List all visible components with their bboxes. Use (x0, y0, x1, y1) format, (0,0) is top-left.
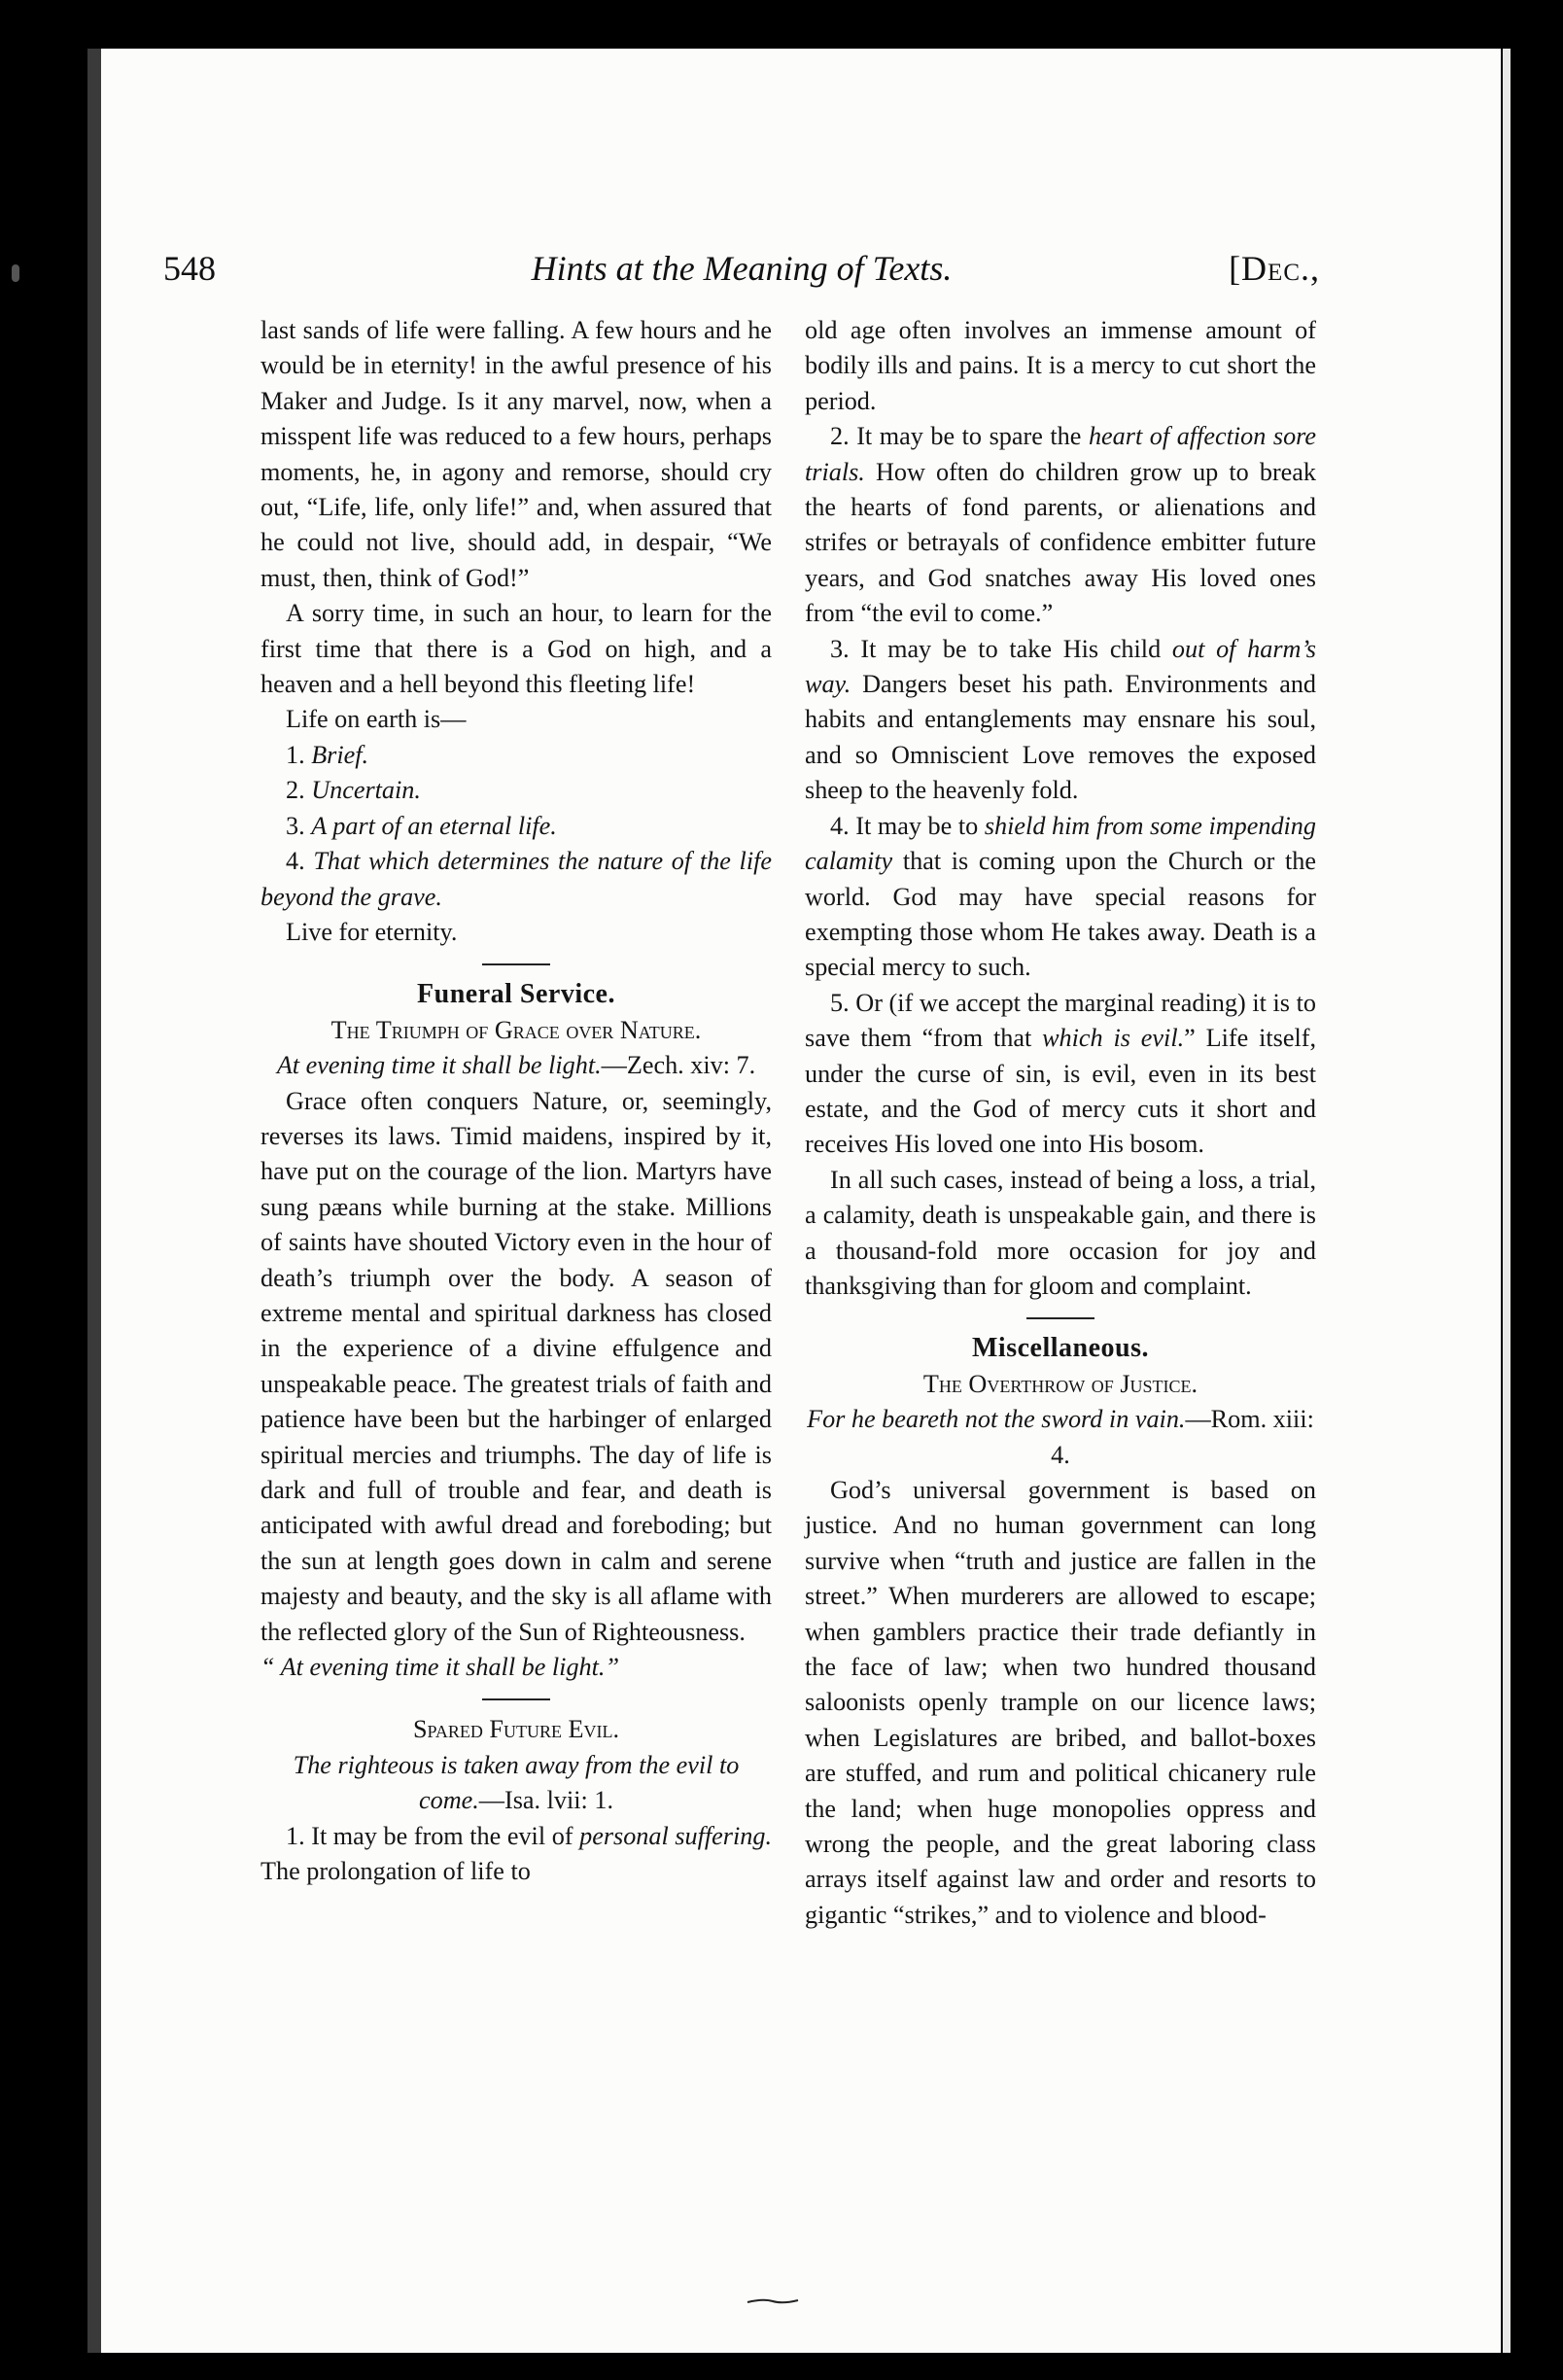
running-header (163, 248, 1320, 297)
bottom-ink-mark (744, 2287, 802, 2296)
section-rule (482, 1698, 550, 1700)
paragraph: 5. Or (if we accept the marginal reading) it is to save them “from that which is evil.” Life itself, under the curse of sin, is evil, even in its best estate, and the God of mercy cuts it short and receives His loved one into His bosom. (805, 988, 1316, 1159)
paragraph: old age often involves an immense amount of bodily ills and pains. It is a mercy to cut short the period. (805, 316, 1316, 415)
section-heading: Funeral Service. (417, 979, 615, 1010)
scripture-text: At evening time it shall be light.—Zech. xiv: 7. (276, 1051, 756, 1080)
list-item: 1. Brief. (286, 740, 369, 769)
paragraph: 3. It may be to take His child out of harm’s way. Dangers beset his path. Environments and habits and entanglements may ensnare his soul, and so Omniscient Love removes the exposed sheep to the heavenly fold. (805, 634, 1317, 805)
running-title: Hints at the Meaning of Texts. (531, 249, 953, 288)
section-subheading: The Triumph of Grace over Nature. (330, 1015, 702, 1044)
right-column (805, 313, 1316, 1933)
next-page-edge (1503, 49, 1511, 2353)
left-column (260, 313, 772, 1889)
section-heading: Miscellaneous. (972, 1333, 1149, 1364)
scripture-text: For he beareth not the sword in vain.—Rom. xiii: 4. (807, 1405, 1314, 1469)
list-item: 4. That which determines the nature of the life beyond the grave. (260, 847, 772, 911)
paragraph: Live for eternity. (286, 917, 458, 946)
list-item: 3. A part of an eternal life. (286, 811, 557, 840)
section-subheading: Spared Future Evil. (412, 1715, 620, 1744)
paragraph: A sorry time, in such an hour, to learn for the first time that there is a God on high, and a heaven and a hell beyond this fleeting life! (260, 599, 772, 699)
section-rule (1026, 1317, 1094, 1319)
paragraph: 1. It may be from the evil of personal suffering. The prolongation of life to (260, 1821, 773, 1886)
page-number: 548 (163, 249, 216, 288)
paragraph: God’s universal government is based on justice. And no human government can long survive when “truth and justice are fallen in the street.” When murderers are allowed to escape; when gamblers practice their trade defiantly in the face of law; when two hundred thousand saloonists openly trample on our licence laws; when Legislatures are bribed, and ballot-boxes are stuffed, and rum and political chicanery rule the land; when huge monopolies oppress and wrong the people, and the great laboring class arrays itself against law and order and resorts to gigantic “strikes,” and to violence and blood- (805, 1476, 1316, 1929)
running-date: [Dec., (1229, 249, 1320, 288)
quote: “ At evening time it shall be light.” (260, 1653, 620, 1682)
list-item: 2. Uncertain. (286, 776, 421, 805)
paragraph: last sands of life were falling. A few hours and he would be in eternity! in the awful presence of his Maker and Judge. Is it any marvel, now, when a misspent life was reduced to a few hours, perhaps moments, he, in agony and remorse, should cry out, “Life, life, only life!” and, when assured that he could not live, should add, in despair, “We must, then, think of God!” (260, 316, 772, 592)
scripture-text: The righteous is taken away from the evil to come.—Isa. lvii: 1. (293, 1750, 740, 1815)
paragraph: In all such cases, instead of being a loss, a trial, a calamity, death is unspeakable gain, and there is a thousand-fold more occasion for joy and thanksgiving than for gloom and complaint. (805, 1165, 1316, 1300)
paragraph: 4. It may be to shield him from some impending calamity that is coming upon the Church or the world. God may have special reasons for exempting those whom He takes away. Death is a special mercy to such. (805, 811, 1316, 982)
margin-mark (12, 264, 19, 282)
paragraph: 2. It may be to spare the heart of affection sore trials. How often do children grow up to break the hearts of fond parents, or alienations and strifes or betrayals of confidence embitter future years, and God snatches away His loved ones from “the evil to come.” (805, 422, 1317, 628)
paragraph: Grace often conquers Nature, or, seemingly, reverses its laws. Timid maidens, inspired by it, have put on the courage of the lion. Martyrs have sung pæans while burning at the stake. Millions of saints have shouted Victory even in the hour of death’s triumph over the body. A season of extreme mental and spiritual darkness has closed in the experience of a divine effulgence and unspeakable peace. The greatest trials of faith and patience have been but the harbinger of enlarged spiritual mercies and triumphs. The day of life is dark and full of trouble and fear, and death is anticipated with awful dread and foreboding; but the sun at length goes down in calm and serene majesty and beauty, and the sky is all aflame with the reflected glory of the Sun of Righteousness. (260, 1086, 772, 1646)
life-list (260, 738, 772, 915)
paragraph: Life on earth is— (286, 705, 467, 734)
section-rule (482, 963, 550, 965)
section-subheading: The Overthrow of Justice. (922, 1369, 1198, 1398)
